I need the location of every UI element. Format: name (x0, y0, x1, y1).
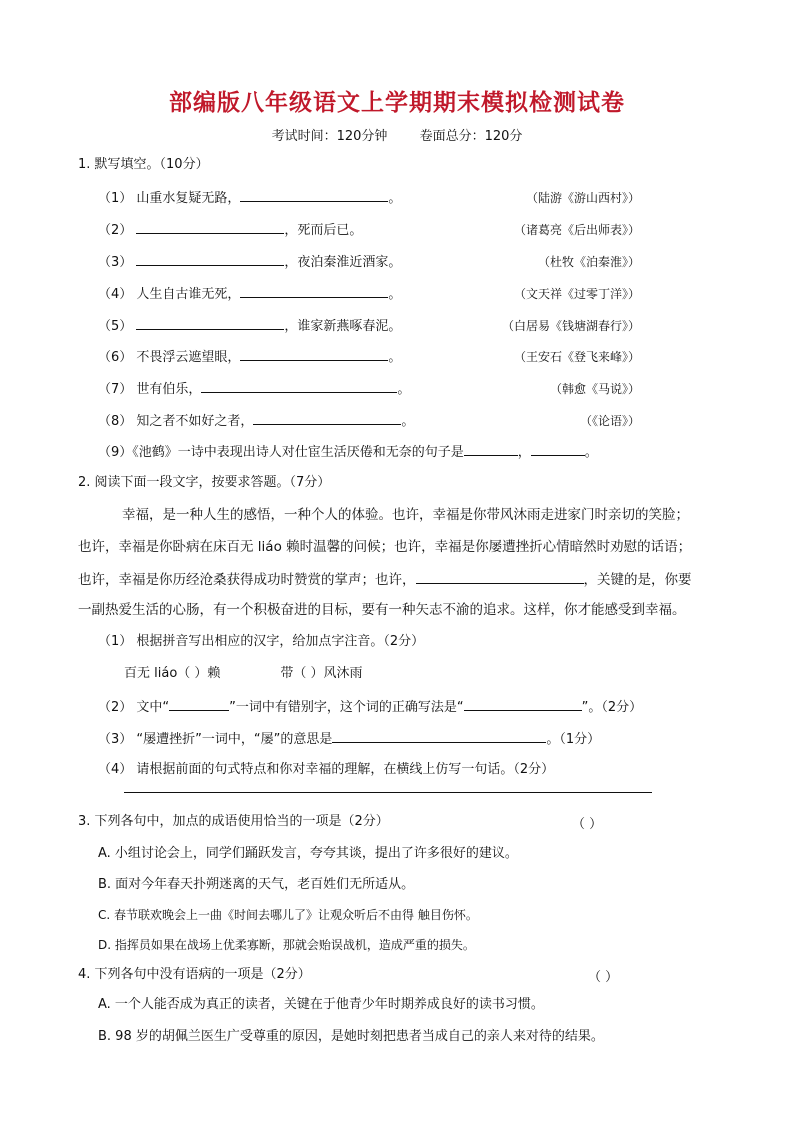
answer-blank[interactable] (332, 729, 546, 743)
q1-item-2: （2） ，死而后已。 (98, 220, 748, 240)
q1-stem: 1. 默写填空。（10分） (78, 157, 209, 172)
q2-stem: 2. 阅读下面一段文字，按要求答题。（7分） (78, 475, 331, 490)
q4-option-b[interactable]: B. 98 岁的胡佩兰医生广受尊重的原因，是她时刻把患者当成自己的亲人来对待的结果。 (98, 1029, 604, 1044)
q1-item-8: （8） 知之者不如好之者， 。 (98, 411, 748, 431)
q3-answer-paren[interactable]: （ ） (572, 817, 603, 832)
q3-option-a[interactable]: A. 小组讨论会上，同学们踊跃发言，夸夸其谈，提出了许多很好的建议。 (98, 846, 518, 861)
q2-passage-line-1: 幸福，是一种人生的感悟，一种个人的体验。也许，幸福是你带风沐雨走进家门时亲切的笑脸； (122, 507, 689, 523)
total-score: 卷面总分：120分 (419, 129, 523, 144)
exam-info (0, 125, 794, 144)
answer-blank[interactable] (136, 252, 284, 266)
q1-source-7: （韩愈《马说》） (549, 382, 640, 396)
answer-blank[interactable] (240, 284, 388, 298)
q1-source-5: （白居易《钱塘湖春行》） (501, 319, 640, 333)
answer-blank[interactable] (416, 570, 584, 584)
q4-stem: 4. 下列各句中没有语病的一项是（2分） (78, 967, 311, 982)
q2-sub-3: （3） “屡遭挫折”一词中，“屡”的意思是 。（1分） (98, 729, 748, 749)
q2-passage-line-2: 也许，幸福是你卧病在床百无 liáo 赖时温馨的问候；也许，幸福是你屡遭挫折心情暗然时劝慰的话语； (78, 539, 692, 555)
q2-sub-1-pinyin (124, 665, 774, 683)
answer-blank[interactable] (240, 347, 388, 361)
page-title: 部编版八年级语文上学期期末模拟检测试卷 (169, 90, 625, 116)
q3-stem: 3. 下列各句中，加点的成语使用恰当的一项是（2分） (78, 814, 389, 829)
q1-source-1: （陆游《游山西村》） (525, 191, 640, 205)
q3-option-b[interactable]: B. 面对今年春天扑朔迷离的天气，老百姓们无所适从。 (98, 877, 415, 892)
q4-answer-paren[interactable]: （ ） (588, 970, 619, 985)
q1-source-4: （文天祥《过零丁洋》） (513, 287, 640, 301)
q2-sub-1: （1） 根据拼音写出相应的汉字，给加点字注音。（2分） (98, 634, 425, 649)
q1-source-2: （诸葛亮《后出师表》） (513, 223, 640, 237)
q2-sub-4: （4） 请根据前面的句式特点和你对幸福的理解，在横线上仿写一句话。（2分） (98, 762, 555, 777)
pinyin-item-b[interactable]: 带（ ）风沐雨 (280, 666, 363, 681)
q2-passage-line-3: 也许，幸福是你历经沧桑获得成功时赞赏的掌声；也许， ，关键的是，你要 (78, 572, 692, 588)
q1-item-1: （1） 山重水复疑无路， 。 (98, 188, 748, 208)
q1-item-9: （9）《池鹤》一诗中表现出诗人对仕宦生活厌倦和无奈的句子是 ， 。 (98, 442, 748, 462)
q1-source-3: （杜牧《泊秦淮》） (537, 255, 640, 269)
answer-blank[interactable] (464, 442, 518, 456)
answer-blank[interactable] (240, 188, 388, 202)
answer-blank[interactable] (201, 379, 397, 393)
q1-source-8: （《论语》） (579, 414, 640, 428)
pinyin-item-a[interactable]: 百无 liáo（ ）赖 (124, 666, 221, 681)
q4-option-a[interactable]: A. 一个人能否成为真正的读者，关键在于他青少年时期养成良好的读书习惯。 (98, 997, 544, 1012)
answer-blank[interactable] (136, 220, 284, 234)
answer-line[interactable] (124, 792, 652, 793)
q3-option-c[interactable]: C. 春节联欢晚会上一曲《时间去哪儿了》让观众听后不由得 触目伤怀。 (98, 908, 478, 922)
q1-item-6: （6） 不畏浮云遮望眼， 。 (98, 347, 748, 367)
q1-item-7: （7） 世有伯乐， 。 (98, 379, 748, 399)
answer-blank[interactable] (169, 697, 229, 711)
answer-blank[interactable] (136, 316, 284, 330)
answer-blank[interactable] (253, 411, 401, 425)
answer-blank[interactable] (531, 442, 585, 456)
q2-passage-line-4: 一副热爱生活的心肠，有一个积极奋进的目标，要有一种矢志不渝的追求。这样，你才能感受到幸福。 (78, 602, 686, 618)
q1-item-4: （4） 人生自古谁无死， 。 (98, 284, 748, 304)
q3-option-d[interactable]: D. 指挥员如果在战场上优柔寡断，那就会贻误战机，造成严重的损失。 (98, 938, 475, 952)
answer-blank[interactable] (464, 697, 582, 711)
exam-time: 考试时间：120分钟 (271, 129, 388, 144)
q1-item-3: （3） ，夜泊秦淮近酒家。 (98, 252, 748, 272)
q1-item-5: （5） ，谁家新燕啄春泥。 (98, 316, 748, 336)
q2-sub-2: （2） 文中“ ”一词中有错别字，这个词的正确写法是“ ”。（2分） (98, 697, 748, 717)
q1-source-6: （王安石《登飞来峰》） (513, 350, 640, 364)
